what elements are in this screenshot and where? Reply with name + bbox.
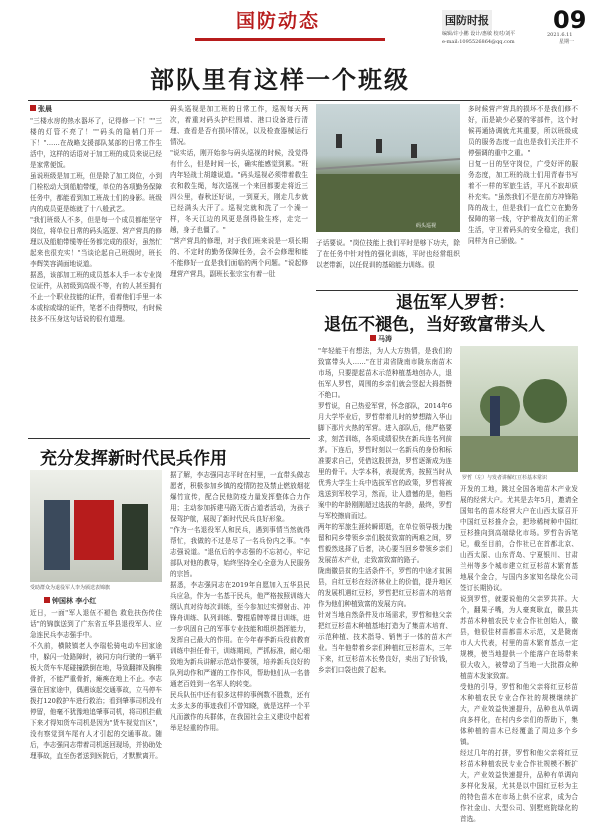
tree-photo-illustration bbox=[460, 346, 578, 472]
page-header bbox=[0, 0, 600, 45]
article3-photo bbox=[460, 346, 578, 472]
pen-icon bbox=[370, 335, 376, 341]
article1-column3-under-photo: 子话要说。"岗位技能上我们平时是够下功夫，除了在任务中针对性的强化训练，平时也经常组织以老带新，以任促训的基础能力训练。很 bbox=[316, 239, 460, 269]
article3-byline: 马涛 bbox=[370, 334, 392, 344]
issue-weekday: 星期一 bbox=[559, 39, 575, 45]
article2-column1: 近日，一面"军人退伍不褪色 救危扶伤传佳话"的锦旗送到了广东省五华县退役军人、应急连民兵李志强手中。 不久前，横陂镇老人李瑞松骑电动车回家途中，躲闪一处路障时，被同方向行驶的一辆平板大货车车尾碰撞跌倒在地，导致翻摔及胸椎骨折，不能严重骨折，瘫痪在地上不止。李志强在回家途中，偶遇该起交通事故，立马停车拨打120救护车进行救治；看到肇事司机没有停留，他毫不犹豫地追肇事司机，将司机拦截下来才得知货车司机是因为"货车视觉盲区"，没有察觉到车尾有人才引起的交通事故。随后，李志强同志带着司机返回现场，并协助处理事故，直至伤者送到医院后，才默默离开。 bbox=[30, 609, 162, 760]
main-headline: 部队里有这样一个班级 bbox=[150, 66, 410, 94]
patrol-photo-illustration bbox=[316, 104, 460, 232]
article1-column1: "三楼水房的热水器坏了，记得修一下！""三楼的灯管不亮了！""码头的隐梢门开一下！"……在战略支援部队某部的日常工作生活中，这样的话语对于加工班的成员来说已经是家常便饭。 虽说班级是加工班，但是除了加工岗位，小到门栓松动大到船舶带缆，单位的各项勤务保障任务中，都能看到加工班战士们的身影。班级内的成员更是练就了十八般武艺。 "我们班级人不多，但是每一个成员都能坚守岗位，将单位日常的码头巡逻、营产营具的修理以及船舶带缆等任务都完成的很好，虽然忙起来也很充实！"当谈论起自己班级时，班长李辉笑容满面地说道。 据悉，该部加工班的成员基本人手一本专业岗位证件，从初级到高级不等，有的人甚至拥有不止一个职业技能的证件，看着他们手里一本本或棕或绿的证件，笔者不由得赞叹，有时候技多不压身这句话说的很有道理。 bbox=[30, 117, 162, 323]
article2-column2: 据了解，李志强同志平时在村里，一直带头做志愿者，积极参加乡镇的疫情防控及禁止燃放烟花爆竹宣传，配合民他防疫力量发挥整体合力作用；主动参加拆建马路无街占道者活动，为孩子保驾护航，展现了新时代民兵良好形象。 "作为一名退役军人和民兵，遇到事情当然就得帮忙，我做的不过是尽了一名兵份内之事。"李志强说道。"退伍后的李志强的不忘初心，牢记部队对他的教导，始终坚持全心全意为人民服务的宗旨。 据悉，李志强同志在2019年自愿加入五华县民兵应急，作为一名基干民兵，他严格按照训练大纲认真对待每次训练，至今参加过实弹射击、冲锋舟训练、队列训练、警棍盾牌等课目训练，进一步巩固自己的军事专业技能和组织指挥能力，发挥自己最大的作用。在今年春季新兵役前教育训练中担任骨干，训练期间，严抓标准，耐心细致地为新兵讲解示范动作要领，培养新兵良好的队列动作和严谨的工作作风，帮助他们从一名普通老百姓到一名军人的转变。 民兵队伍中还有很多这样的事例数不胜数，还有太多太多的事迹我们不曾知晓，就是这样一个平凡而激作的兵群体，在我国社会主义建设中起着举足轻重的作用。 bbox=[170, 471, 310, 732]
article1-photo bbox=[316, 104, 460, 232]
article2-top-rule bbox=[28, 438, 310, 439]
article2-title: 充分发挥新时代民兵作用 bbox=[40, 449, 227, 469]
pen-icon bbox=[30, 105, 36, 111]
paper-name: 国防时报 bbox=[442, 10, 492, 30]
page-number: 09 bbox=[553, 6, 587, 34]
article3-title-line2: 退伍不褪色，当好致富带头人 bbox=[324, 315, 545, 335]
article3-column1: "年轻能干有想法，为人大方热情，是我们的致富带头人……"在甘肃省陇南市陇东南苗木市场，只要提起苗木示范种植基地创办人，退伍军人罗哲，周围的乡亲们就会竖起大拇指赞不绝口。 罗哲说，自己热爱军营，怀念部队，2014年6月大学毕业后，罗哲带着儿时的梦想踏入华山脚下那片火热的军营。进入部队后，他严格要求，刻苦训练，各项成绩很快在新兵连名列前茅。下连后，罗哲时刻以一名新兵的身份和标准要求自己，凭借这股拼劲，罗哲逐渐成为连里的骨干。大学本科，表现优秀，按照当时从优秀大学生士兵中选拔军官的政策，罗哲将被选送到军校学习，然而，让人遗憾的是，他档案中的年龄刚刚超过选拔的年龄，最终，罗哲与军校擦肩而过。 两年的军旅生涯转瞬即逝，在单位领导极力挽留和同乡带领乡亲们脱贫致富的两难之间，罗哲毅然选择了后者，决心要当回乡带领乡亲们发展苗木产业，走致富致富的路子。 陇南徽县贫的生活条件不，罗哲的中途才贫困县，自红豆杉在经济林业上的价值，提升地区的发展机遇红豆杉，罗哲把红豆杉苗木的培育作为他们种植致富的发展方向。 针对当地自然条件及市场需求，罗哲和他父亲把红豆杉苗木种植基地打造为了集苗木培育、示范种植、技术指导、销售于一体的苗木产业。当年他带着乡亲们种植红豆杉苗木，三年下来，红豆杉苗木长势良好，卖出了好价钱，乡亲们口袋也鼓了起来。 bbox=[318, 347, 452, 674]
article1-column4: 多时候营产营具的损坏不是我们修不好，而是缺少必要的零部件，这个时候再通协调就尤其重要，所以班级成员的服务态度一直也是我们关注并不停强调的重中之重。" 日复一日的坚守岗位，广受好评的服务态度，加工班的战士们用青春书写着不一样的军旅生活，平凡不寂却质朴充实。"虽然我们不是在前方冲锋陷阵的战士，但是我们一直伫立在勤务保障的第一线，守护着战友们的正常生活，守卫着码头的安全稳定，我们同样为自己骄傲。" bbox=[468, 105, 578, 245]
article3-column2: 开发的工地，跳过全国各地苗木产业发展的经营大户。尤其是去年5月，邀请全国知名的苗木经营大户在山西太原召开中国红豆杉推介会，把珍稀树种中国红豆杉推向到高端绿化市场。罗哲告诉笔记，截至目前，合作社已在首都北京、山西太原、山东青岛、宁夏银川、甘肃兰州等多个城市建立红豆杉苗木繁育基地展个金合，与国内多家知名绿化公司签订长期协议。 说到罗哲，就要说他的父亲罗共祥。大个，翻果子嘴，为人豪爽耿直，徽县共苏苗木种植农民专业合作社创始人，徽县，他很佳材苗都苗木示范，又是陇南市人大代表，村里的苗木繁育基点一定规模，使当地提供一个能落户在场带来很大收入，被带动了当地一大批群众种植苗木发家致富。 受他的引导，罗哲和他父亲将红豆杉苗木种植农民专业合作社的规模继续扩大，产业效益快速提升，品种也从单调向多样化，在村内乡亲们的帮助下，集体种植的苗木已经覆盖了周边多个乡镇。 经过几年的打拼，罗哲和他父亲将红豆杉苗木种植农民专业合作社规模不断扩大，产业效益快速提升，品种有单调向多样化发展，尤其是以中国红豆杉为主的特色苗木在市场上供不应求，成为合作社金山、大型公司、别墅庭院绿化的首选。 bbox=[460, 485, 578, 823]
article1-byline: 张晨 bbox=[30, 104, 52, 114]
article1-column2: 码头巡视是加工班的日常工作，巡视每天两次，着重对码头护栏围墙、港口设备进行清理、查看是否有损坏情况，以及检查器械运行情况。 "说实话，刚开始参与码头巡视的时候，没觉得有什么，但是时间一长，确实能感觉到累。"班内年轻战士胡雄说道。"码头巡视必须带着救生衣和救生绳，每次巡视一个来回都要走将近三四公里，春秋还好说，一到夏天，刚走几步就已经满头大汗了。巡视完就和洗了一个澡一样，冬天江边的风更是刮得脸生疼，走完一趟，身子也僵了。" "营产营具的修理，对于我们班来说是一项长期的、不定时的勤务保障任务，会不会修理和能不能修好一直是我们面临的两个问题。"说起修理营产营具，副班长张宗宝有着一肚 bbox=[170, 105, 308, 278]
pen-icon bbox=[44, 597, 50, 603]
headline-divider bbox=[28, 100, 572, 101]
banner-photo-illustration bbox=[30, 470, 162, 582]
article2-photo-caption: 受助群众为退役军人李为颁送表锦旗 bbox=[30, 585, 111, 591]
article1-photo-caption: 码头巡视 bbox=[416, 223, 437, 229]
editor-line: 编辑/许小鹏 设计/惠敏 校对/刘平 bbox=[442, 31, 516, 37]
editor-email: e-mail:1095526864@qq.com bbox=[442, 39, 515, 45]
article3-title-line1: 退伍军人罗哲： bbox=[396, 293, 515, 313]
article2-photo bbox=[30, 470, 162, 582]
article3-photo-caption: 罗哲（左）与发者讲解红豆杉基本常识 bbox=[462, 475, 548, 481]
section-title: 国防动态 bbox=[236, 10, 321, 32]
issue-date: 2021.6.11 bbox=[547, 32, 573, 38]
article2-byline: 钟国林 李小红 bbox=[44, 596, 96, 606]
section-underline bbox=[195, 38, 385, 41]
